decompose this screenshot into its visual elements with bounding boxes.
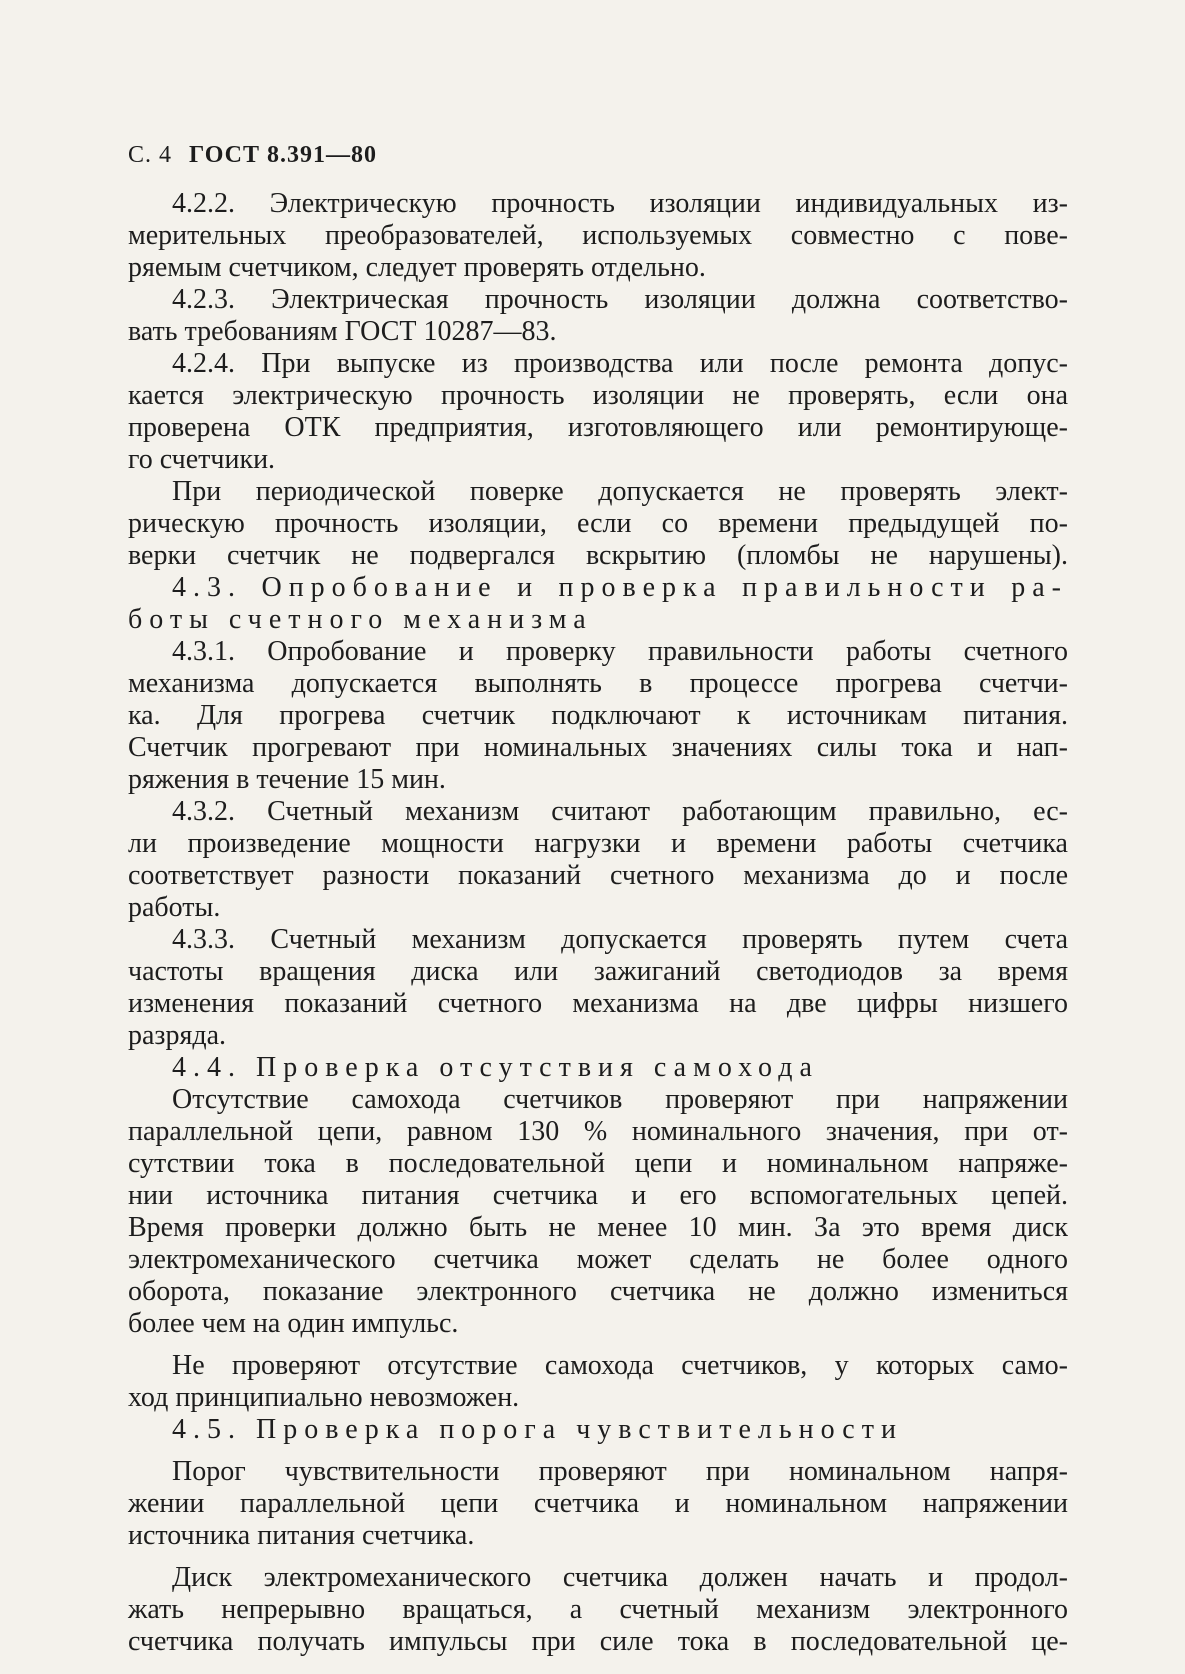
text-line: Время проверки должно быть не менее 10 мин. За это время диск <box>128 1212 1068 1243</box>
standard-code: ГОСТ 8.391—80 <box>189 142 377 168</box>
text-line: Порог чувствительности проверяют при номинальном напря- <box>172 1456 1068 1487</box>
text-line: Диск электромеханического счетчика должен начать и продол- <box>172 1562 1068 1593</box>
section-heading: 4.3. Опробование и проверка правильности ра- <box>172 572 1068 603</box>
text-line: ход принципиально невозможен. <box>128 1382 520 1413</box>
text-line: 4.3.2. Счетный механизм считают работающим правильно, ес- <box>172 796 1068 827</box>
text-line: работы. <box>128 892 221 923</box>
text-line: разряда. <box>128 1020 227 1051</box>
text-line: мерительных преобразователей, используемых совместно с пове- <box>128 220 1068 251</box>
text-line: частоты вращения диска или зажиганий светодиодов за время <box>128 956 1068 987</box>
text-line: При периодической поверке допускается не проверять элект- <box>172 476 1068 507</box>
text-line: рическую прочность изоляции, если со времени предыдущей по- <box>128 508 1068 539</box>
text-line: механизма допускается выполнять в процессе прогрева счетчи- <box>128 668 1068 699</box>
text-line: ряемым счетчиком, следует проверять отдельно. <box>128 252 706 283</box>
text-line: сутствии тока в последовательной цепи и номинальном напряже- <box>128 1148 1068 1179</box>
text-line: 4.2.3. Электрическая прочность изоляции должна соответство- <box>172 284 1068 315</box>
section-heading: 4.5. Проверка порога чувствительности <box>172 1414 903 1445</box>
text-line: верки счетчик не подвергался вскрытию (пломбы не нарушены). <box>128 540 1068 571</box>
text-line: ка. Для прогрева счетчик подключают к источникам питания. <box>128 700 1068 731</box>
text-line: кается электрическую прочность изоляции не проверять, если она <box>128 380 1068 411</box>
text-line: Не проверяют отсутствие самохода счетчиков, у которых само- <box>172 1350 1068 1381</box>
text-line: соответствует разности показаний счетного механизма до и после <box>128 860 1068 891</box>
text-line: Отсутствие самохода счетчиков проверяют при напряжении <box>172 1084 1068 1115</box>
text-line: параллельной цепи, равном 130 % номинального значения, при от- <box>128 1116 1068 1147</box>
page-header <box>128 142 377 169</box>
section-heading: боты счетного механизма <box>128 604 593 635</box>
text-line: электромеханического счетчика может сделать не более одного <box>128 1244 1068 1275</box>
text-line: вать требованиям ГОСТ 10287—83. <box>128 316 557 347</box>
text-line: го счетчики. <box>128 444 276 475</box>
text-line: 4.2.2. Электрическую прочность изоляции индивидуальных из- <box>172 188 1068 219</box>
text-line: изменения показаний счетного механизма на две цифры низшего <box>128 988 1068 1019</box>
text-line: ли произведение мощности нагрузки и времени работы счетчика <box>128 828 1068 859</box>
text-line: источника питания счетчика. <box>128 1520 475 1551</box>
text-line: жать непрерывно вращаться, а счетный механизм электронного <box>128 1594 1068 1625</box>
text-line: 4.3.3. Счетный механизм допускается проверять путем счета <box>172 924 1068 955</box>
text-line: 4.3.1. Опробование и проверку правильности работы счетного <box>172 636 1068 667</box>
section-heading: 4.4. Проверка отсутствия самохода <box>172 1052 819 1083</box>
text-line: оборота, показание электронного счетчика не должно измениться <box>128 1276 1068 1307</box>
text-line: ряжения в течение 15 мин. <box>128 764 446 795</box>
text-line: 4.2.4. При выпуске из производства или после ремонта допус- <box>172 348 1068 379</box>
text-line: счетчика получать импульсы при силе тока в последовательной це- <box>128 1626 1068 1657</box>
text-line: Счетчик прогревают при номинальных значениях силы тока и нап- <box>128 732 1068 763</box>
text-line: проверена ОТК предприятия, изготовляющего или ремонтирующе- <box>128 412 1068 443</box>
text-line: нии источника питания счетчика и его вспомогательных цепей. <box>128 1180 1068 1211</box>
page-number: С. 4 <box>128 142 173 168</box>
text-line: жении параллельной цепи счетчика и номинальном напряжении <box>128 1488 1068 1519</box>
text-line: более чем на один импульс. <box>128 1308 459 1339</box>
